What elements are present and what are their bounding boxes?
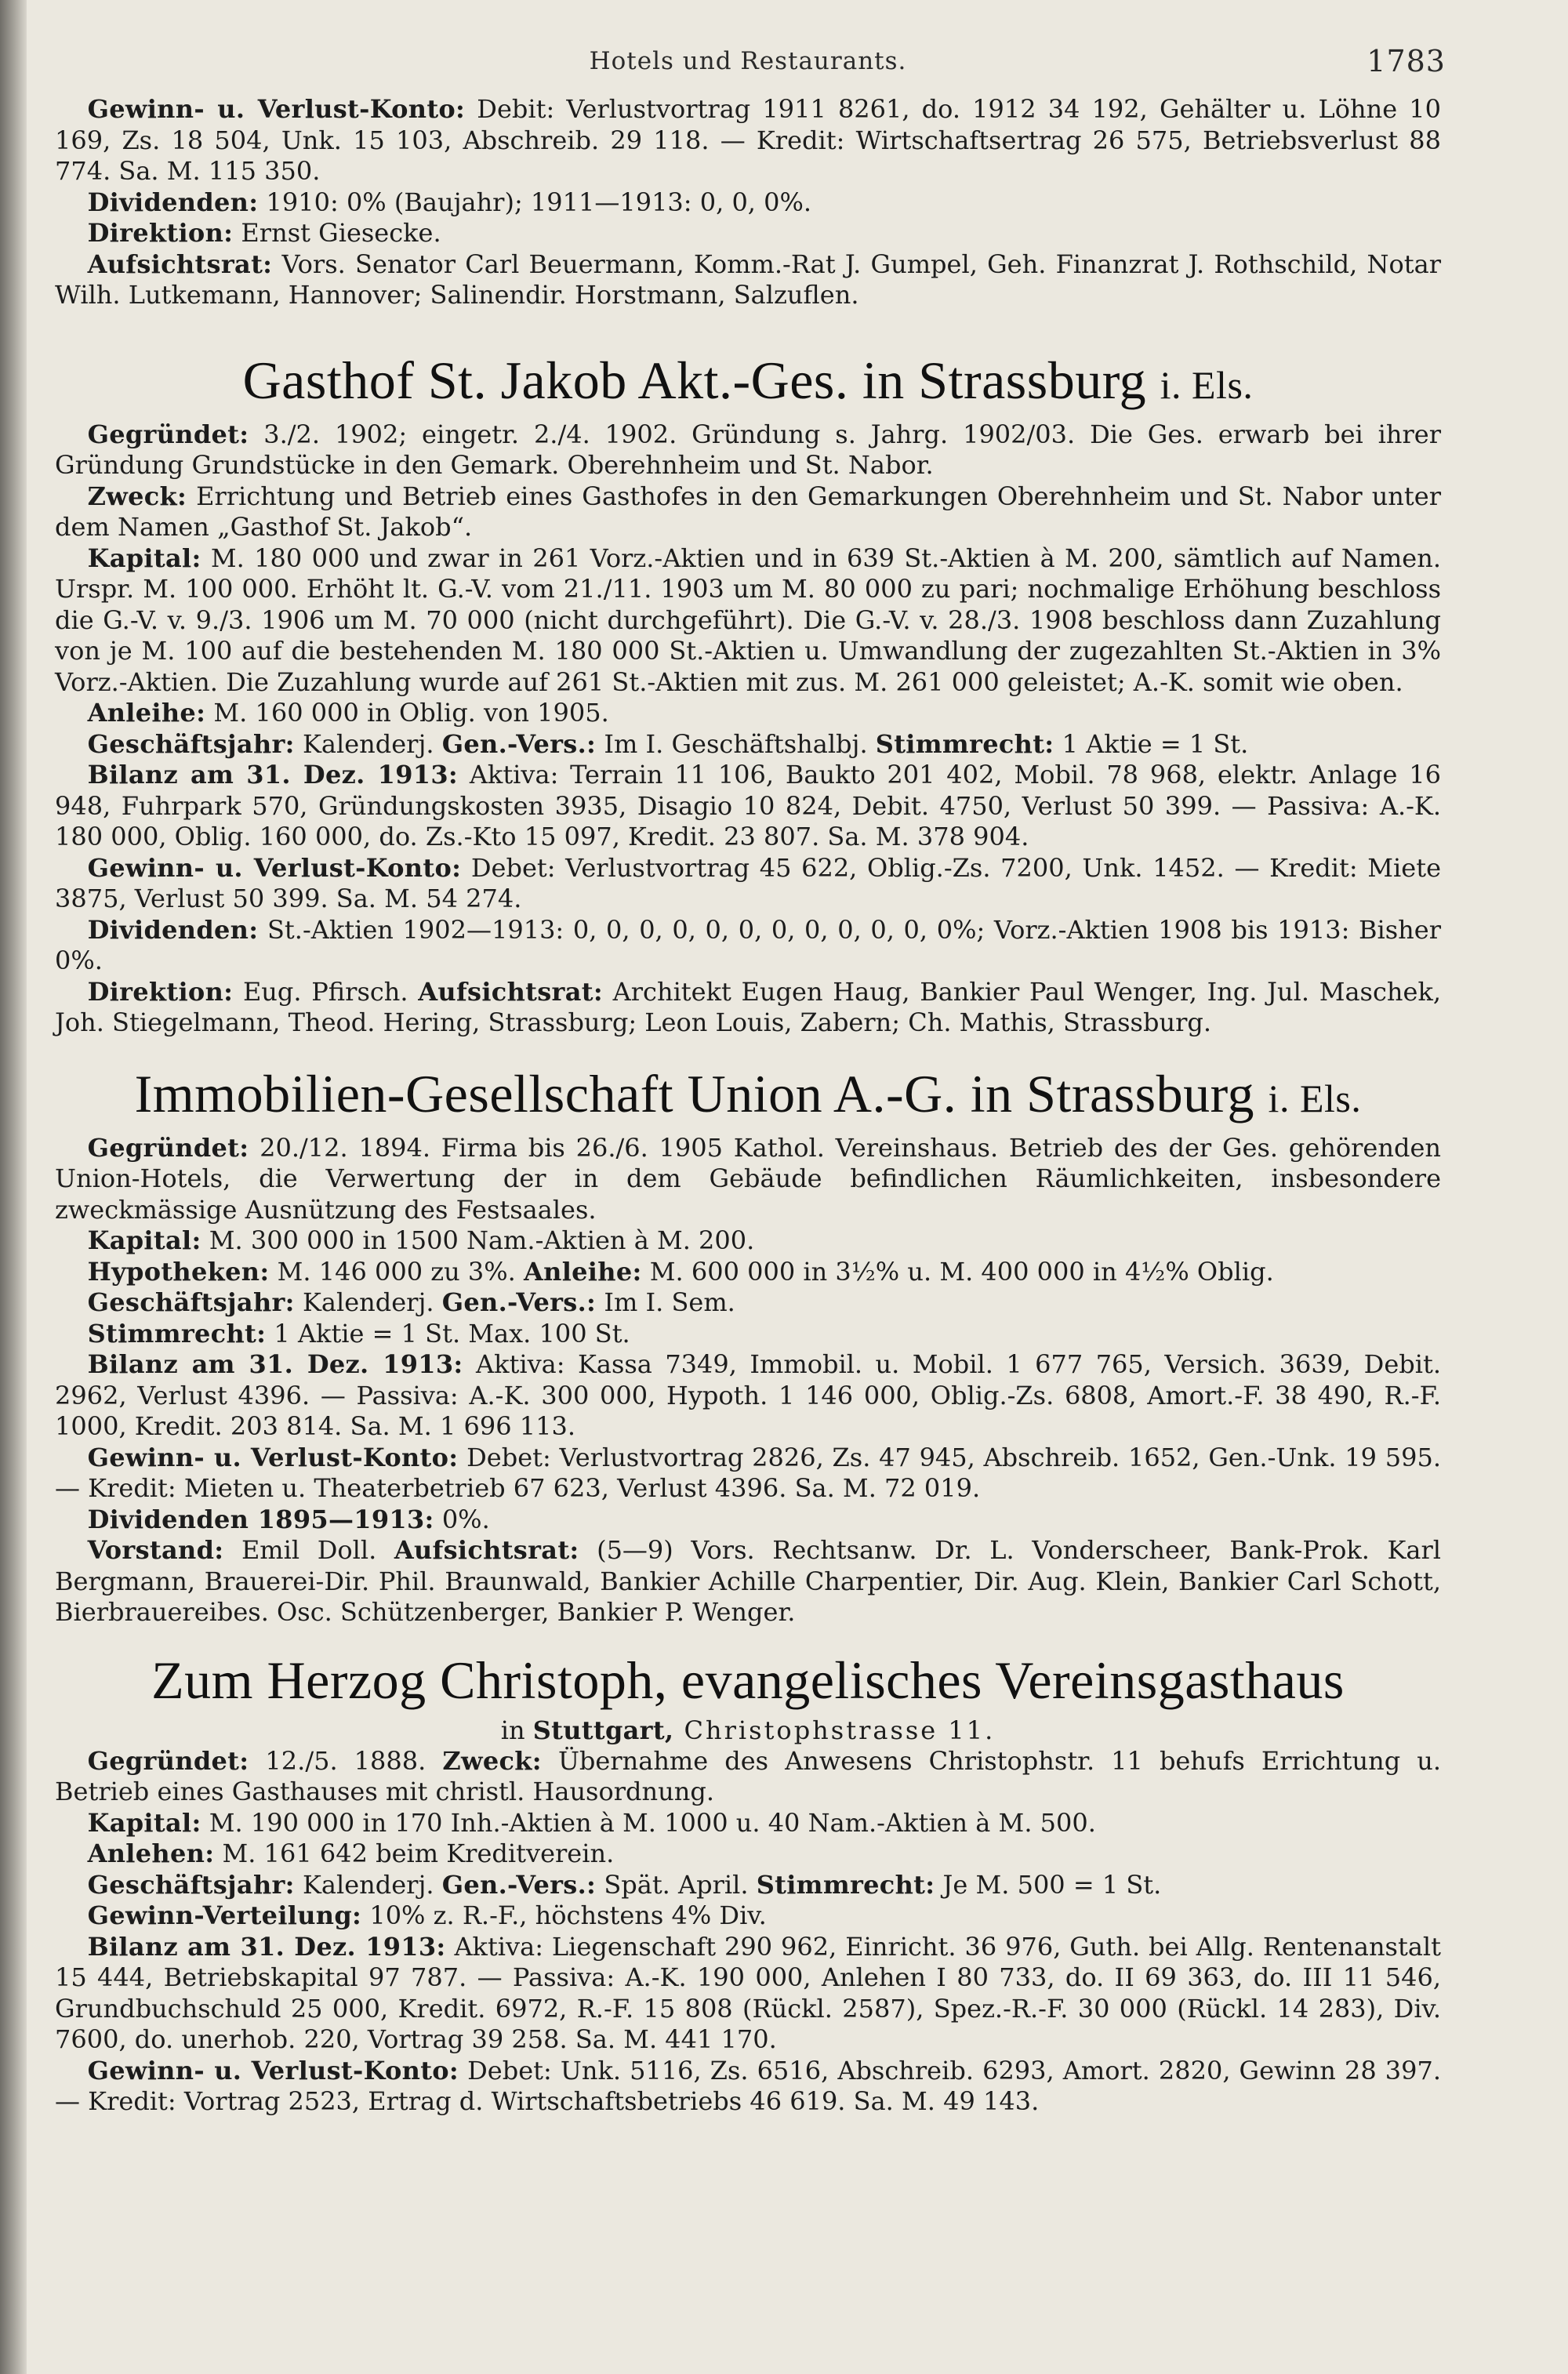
paragraph: Geschäftsjahr: Kalenderj. Gen.-Vers.: Spät. April. Stimmrecht: Je M. 500 = 1 St. <box>87 1869 1162 1900</box>
running-header <box>55 44 1446 94</box>
entry-title: Gasthof St. Jakob Akt.-Ges. in Strassburg i. Els. <box>242 350 1254 410</box>
paragraph: Bilanz am 31. Dez. 1913: Aktiva: Liegenschaft 290 962, Einricht. 36 976, Guth. bei Allg. Rentenanstalt 15 444, Betriebskapital 97 787. — Passiva: A.-K. 190 000, Anlehen I 80 733, do. II 69 363, do. III 11 546, Grundbuchschuld 25 000, Kredit. 6972, R.-F. 15 808 (Rückl. 2587), Spez.-R.-F. 30 000 (Rückl. 14 283), Div. 7600, do. unerhob. 220, Vortrag 39 258. Sa. M. 441 170. <box>55 1931 1442 2054</box>
paragraph: Anleihe: M. 160 000 in Oblig. von 1905. <box>87 698 609 728</box>
paragraph: Kapital: M. 190 000 in 170 Inh.-Aktien à M. 1000 u. 40 Nam.-Aktien à M. 500. <box>87 1807 1096 1838</box>
paragraph: Vorstand: Emil Doll. Aufsichtsrat: (5—9) Vors. Rechtsanw. Dr. L. Vonderscheer, Bank-Prok. Karl Bergmann, Brauerei-Dir. Phil. Braunwald, Bankier Achille Charpentier, Dir. Aug. Klein, Bankier Carl Schott, Bierbrauereibes. Osc. Schützenberger, Bankier P. Wenger. <box>55 1535 1442 1627</box>
paragraph: Anlehen: M. 161 642 beim Kreditverein. <box>87 1839 615 1868</box>
entry-immobilien-union <box>55 1059 1441 1628</box>
paragraph: Gegründet: 20./12. 1894. Firma bis 26./6. 1905 Kathol. Vereinshaus. Betrieb des der Ges. gehörenden Union-Hotels, die Verwertung der in dem Gebäude befindlichen Räumlichkeiten, insbesondere zweckmässige Ausnützung des Festsaales. <box>55 1132 1441 1225</box>
paragraph: Gewinn- u. Verlust-Konto: Debet: Unk. 5116, Zs. 6516, Abschreib. 6293, Amort. 2820, Gewinn 28 397. — Kredit: Vortrag 2523, Ertrag d. Wirtschaftsbetriebs 46 619. Sa. M. 49 143. <box>55 2055 1442 2116</box>
paragraph: Dividenden: 1910: 0% (Baujahr); 1911—1913: 0, 0, 0%. <box>87 187 812 217</box>
paragraph: Hypotheken: M. 146 000 zu 3%. Anleihe: M. 600 000 in 3½% u. M. 400 000 in 4½% Oblig. <box>87 1256 1274 1287</box>
paragraph: Kapital: M. 300 000 in 1500 Nam.-Aktien à M. 200. <box>87 1225 755 1255</box>
paragraph: Geschäftsjahr: Kalenderj. Gen.-Vers.: Im I. Geschäftshalbj. Stimmrecht: 1 Aktie = 1 St. <box>87 728 1249 759</box>
paragraph: Dividenden: St.-Aktien 1902—1913: 0, 0, 0, 0, 0, 0, 0, 0, 0, 0, 0, 0%; Vorz.-Aktien 1908 bis 1913: Bisher 0%. <box>55 914 1441 975</box>
header-title: Hotels und Restaurants. <box>589 47 907 75</box>
page-binding-edge <box>0 0 27 2374</box>
entry-gasthof-st-jakob <box>55 346 1441 1039</box>
paragraph: Kapital: M. 180 000 und zwar in 261 Vorz.-Aktien und in 639 St.-Aktien à M. 200, sämtlich auf Namen. Urspr. M. 100 000. Erhöht lt. G.-V. vom 21./11. 1903 um M. 80 000 zu pari; nochmalige Erhöhung beschloss die G.-V. v. 9./3. 1906 um M. 70 000 (nicht durchgeführt). Die G.-V. v. 28./3. 1908 beschloss dann Zuzahlung von je M. 100 auf die bestehenden M. 180 000 St.-Aktien u. Umwandlung der zugezahlten St.-Aktien in 3% Vorz.-Aktien. Die Zuzahlung wurde auf 261 St.-Aktien mit zus. M. 261 000 geleistet; A.-K. somit wie oben. <box>55 543 1441 697</box>
paragraph: Direktion: Ernst Giesecke. <box>87 218 441 248</box>
paragraph: Bilanz am 31. Dez. 1913: Aktiva: Kassa 7349, Immobil. u. Mobil. 1 677 765, Versich. 3639, Debit. 2962, Verlust 4396. — Passiva: A.-K. 300 000, Hypoth. 1 146 000, Oblig.-Zs. 6808, Amort.-F. 38 490, R.-F. 1000, Kredit. 203 814. Sa. M. 1 696 113. <box>55 1349 1441 1441</box>
paragraph: Gewinn- u. Verlust-Konto: Debet: Verlustvortrag 2826, Zs. 47 945, Abschreib. 1652, Gen.-Unk. 19 595. — Kredit: Mieten u. Theaterbetrieb 67 623, Verlust 4396. Sa. M. 72 019. <box>55 1442 1442 1503</box>
entry-title: Immobilien-Gesellschaft Union A.-G. in Strassburg i. Els. <box>134 1063 1362 1123</box>
entry-title: Zum Herzog Christoph, evangelisches Vereinsgasthaus <box>151 1650 1345 1710</box>
paragraph: Geschäftsjahr: Kalenderj. Gen.-Vers.: Im I. Sem. <box>87 1287 735 1317</box>
paragraph: Zweck: Errichtung und Betrieb eines Gasthofes in den Gemarkungen Oberehnheim und St. Nabor unter dem Namen „Gasthof St. Jakob“. <box>55 481 1441 542</box>
entry-herzog-christoph <box>55 1646 1441 2118</box>
paragraph: Gewinn-Verteilung: 10% z. R.-F., höchstens 4% Div. <box>87 1900 767 1930</box>
paragraph: Stimmrecht: 1 Aktie = 1 St. Max. 100 St. <box>87 1318 630 1349</box>
paragraph: Dividenden 1895—1913: 0%. <box>87 1504 490 1534</box>
paragraph: Aufsichtsrat: Vors. Senator Carl Beuermann, Komm.-Rat J. Gumpel, Geh. Finanzrat J. Rothschild, Notar Wilh. Lutkemann, Hannover; Salinendir. Horstmann, Salzuflen. <box>55 249 1441 310</box>
page-content <box>55 44 1446 2118</box>
paragraph: Gegründet: 12./5. 1888. Zweck: Übernahme des Anwesens Christophstr. 11 behufs Errichtung u. Betrieb eines Gasthauses mit christl. Hausordnung. <box>55 1745 1442 1806</box>
page-number: 1783 <box>1367 44 1446 78</box>
paragraph: Direktion: Eug. Pfirsch. Aufsichtsrat: Architekt Eugen Haug, Bankier Paul Wenger, Ing. Jul. Maschek, Joh. Stiegelmann, Theod. Hering, Strassburg; Leon Louis, Zabern; Ch. Mathis, Strassburg. <box>55 976 1442 1037</box>
paragraph: Bilanz am 31. Dez. 1913: Aktiva: Terrain 11 106, Baukto 201 402, Mobil. 78 968, elektr. Anlage 16 948, Fuhrpark 570, Gründungskosten 3935, Disagio 10 824, Debit. 4750, Verlust 50 399. — Passiva: A.-K. 180 000, Oblig. 160 000, do. Zs.-Kto 15 097, Kredit. 23 807. Sa. M. 378 904. <box>55 760 1442 851</box>
entry-continuation <box>55 94 1441 311</box>
paragraph: Gegründet: 3./2. 1902; eingetr. 2./4. 1902. Gründung s. Jahrg. 1902/03. Die Ges. erwarb bei ihrer Gründung Grundstücke in den Gemark. Oberehnheim und St. Nabor. <box>55 419 1441 480</box>
paragraph: Gewinn- u. Verlust-Konto: Debit: Verlustvortrag 1911 8261, do. 1912 34 192, Gehälter u. Löhne 10 169, Zs. 18 504, Unk. 15 103, Abschreib. 29 118. — Kredit: Wirtschaftsertrag 26 575, Betriebsverlust 88 774. Sa. M. 115 350. <box>55 94 1441 186</box>
paragraph: Gewinn- u. Verlust-Konto: Debet: Verlustvortrag 45 622, Oblig.-Zs. 7200, Unk. 1452. — Kredit: Miete 3875, Verlust 50 399. Sa. M. 54 274. <box>55 852 1442 913</box>
entry-subtitle: in Stuttgart, Christophstrasse 11. <box>500 1715 996 1745</box>
